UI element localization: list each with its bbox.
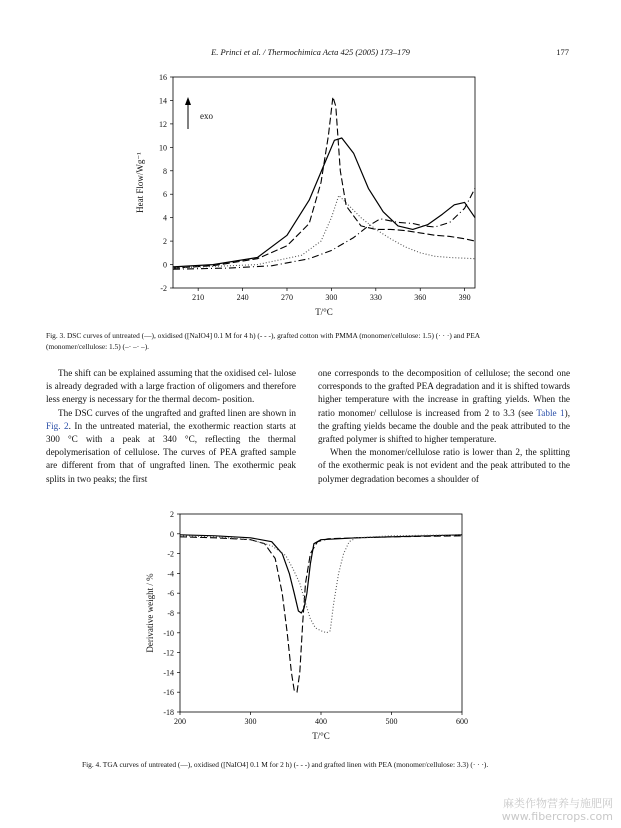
paragraph — [46, 367, 296, 407]
text-line: ), the grafting yields — [318, 407, 571, 431]
exo-label: exo — [200, 111, 213, 121]
y-tick-label: 4 — [163, 213, 167, 223]
text-line: in grafting yields. When the ratio monomer/ cellulose is — [318, 394, 571, 418]
text-line: polymer is shifted to higher temperature. — [346, 434, 497, 445]
fig2-link[interactable]: Fig. 2 — [46, 420, 69, 431]
exo-arrowhead — [185, 97, 191, 105]
text-line: became the double and the peak attributed to the grafted — [318, 420, 570, 445]
y-tick-label: -18 — [163, 708, 174, 717]
text-line: splitting of the exothermic peak is not evident and the peak — [318, 447, 570, 471]
x-tick-label: 240 — [236, 293, 249, 302]
figure-4-chart — [136, 505, 471, 747]
figure-3-caption-line1: Fig. 3. DSC curves of untreated (—), oxidised ([NaIO4] 0.1 M for 4 h) (- - -), grafted cotton with PMMA (monomer/cellulose: 1.5) (· · ·) and PEA — [46, 331, 481, 340]
plot-frame — [180, 514, 462, 712]
figure-3-caption-line2: (monomer/cellulose: 1.5) (–· –· –). — [46, 342, 150, 351]
y-tick-label: -8 — [167, 609, 174, 618]
x-axis-label: T/°C — [315, 307, 333, 317]
series-line-solid — [180, 535, 462, 613]
text-line: reaction starts at 300 °C with a peak at 340 °C, reflecting — [46, 420, 296, 445]
text-line: The DSC curves of the ungrafted and grafted linen are — [58, 407, 260, 418]
paragraph — [318, 446, 570, 486]
text-line: linen. The exothermic peak splits in two peaks; the first — [46, 460, 296, 484]
x-tick-label: 210 — [192, 293, 205, 302]
y-tick-label: 10 — [159, 143, 167, 153]
text-line: PEA grafted sample are different from that of ungrafted — [46, 447, 297, 471]
x-tick-label: 330 — [369, 293, 382, 302]
text-line: attributed to the polymer degradation becomes a shoulder of — [318, 460, 570, 484]
y-tick-label: 0 — [163, 260, 167, 270]
text-line: increased from 2 to 3.3 (see — [425, 407, 534, 418]
y-tick-label: 14 — [159, 96, 167, 106]
y-tick-label: -12 — [163, 648, 174, 658]
text-line: The shift can be explained assuming that the oxidised cel- — [58, 368, 272, 378]
y-tick-label: -2 — [160, 284, 167, 293]
page-number: 177 — [556, 47, 569, 57]
x-tick-label: 300 — [325, 293, 338, 302]
y-tick-label: 2 — [163, 237, 167, 247]
y-tick-label: 2 — [170, 510, 174, 519]
text-line: . In the untreated material, the exothermic — [68, 420, 230, 431]
y-tick-label: 12 — [159, 119, 167, 129]
y-axis-label: Heat Flow/Wg⁻¹ — [135, 152, 145, 213]
y-tick-label: -16 — [163, 688, 174, 698]
text-line: and therefore less energy is necessary for the thermal decom- — [46, 381, 297, 405]
y-tick-label: 6 — [163, 190, 167, 200]
y-tick-label: -10 — [163, 628, 174, 638]
text-line: lulose is already degraded with a large fraction of oligomers — [46, 368, 296, 392]
plot-frame — [173, 77, 475, 288]
table1-link[interactable]: Table 1 — [536, 407, 565, 418]
x-tick-label: 270 — [280, 293, 293, 302]
watermark-line2: www.fibercrops.com — [501, 810, 613, 823]
y-tick-label: -4 — [167, 569, 174, 579]
series-line-dash-dot — [173, 188, 475, 269]
x-tick-label: 360 — [414, 293, 427, 302]
running-title: E. Princi et al. / Thermochimica Acta 425 (2005) 173–179 — [211, 47, 410, 57]
figure-4-caption: Fig. 4. TGA curves of untreated (—), oxidised ([NaIO4] 0.1 M for 2 h) (- - -) and grafted linen with PEA (monomer/cellulose: 3.3) (· · ·). — [82, 760, 489, 769]
figure-3-chart — [130, 70, 480, 320]
text-line: shown in — [262, 407, 297, 418]
y-tick-label: -6 — [167, 589, 174, 599]
text-line: position. — [222, 394, 255, 405]
text-line: one corresponds to the decomposition of cellulose; the — [318, 368, 525, 378]
paragraph — [46, 407, 296, 486]
y-axis-label: Derivative weight / % — [145, 573, 155, 653]
y-tick-label: 0 — [170, 529, 174, 539]
figure-3 — [130, 70, 480, 320]
y-tick-label: 8 — [163, 166, 167, 176]
x-tick-label: 200 — [174, 717, 186, 726]
x-tick-label: 400 — [315, 717, 327, 726]
text-line: second one corresponds to the grafted PEA degradation and — [318, 368, 571, 392]
x-tick-label: 390 — [458, 293, 471, 302]
x-tick-label: 500 — [385, 717, 398, 726]
watermark-line1: 麻类作物营养与施肥网 — [503, 797, 613, 810]
figure-4 — [136, 505, 471, 747]
x-tick-label: 300 — [244, 717, 257, 726]
text-line: When the monomer/cellulose ratio is lower than 2, the — [330, 447, 537, 458]
y-tick-label: -14 — [163, 668, 174, 678]
series-line-dotted — [180, 535, 462, 633]
figure-3-caption — [46, 330, 576, 352]
x-tick-label: 600 — [456, 717, 468, 726]
series-line-dotted — [173, 195, 475, 268]
text-column-left — [46, 367, 296, 486]
paragraph — [318, 367, 570, 446]
watermark — [502, 797, 613, 823]
text-line: the thermal depolymerisation of cellulose. The curves of — [46, 434, 296, 458]
text-column-right — [318, 367, 570, 486]
series-line-dashed — [180, 536, 462, 692]
series-line-dashed — [173, 97, 475, 268]
series-line-solid — [173, 138, 475, 267]
y-tick-label: 16 — [159, 73, 167, 82]
x-axis-label: T/°C — [312, 731, 330, 741]
y-tick-label: -2 — [167, 549, 174, 559]
text-line: it is shifted towards higher temperature with the increase — [318, 381, 571, 405]
